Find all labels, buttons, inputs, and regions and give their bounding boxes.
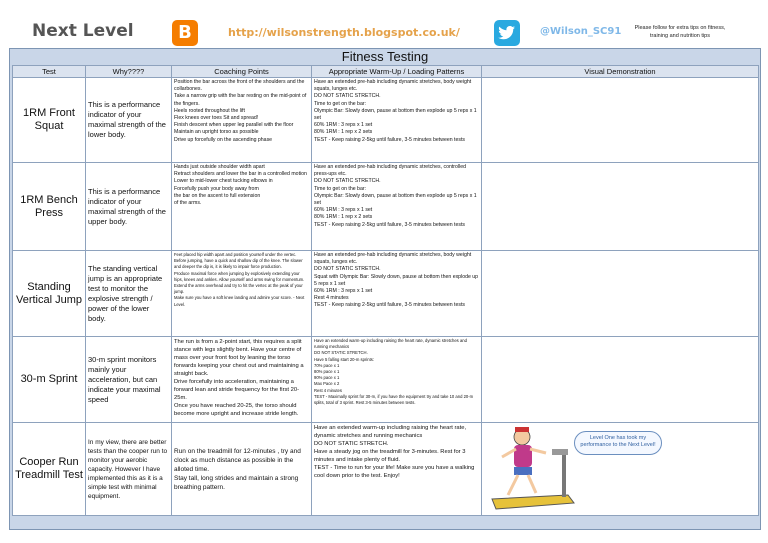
follow-note: Please follow for extra tips on fitness, training and nutrition tips	[634, 25, 726, 39]
warmup-pattern: Have an extended pre-hab including dynamic stretches, body weight squats, lunges etc. DO NOT STATIC STRETCH. Time to get on the bar: Olympic Bar: Slowly down, pause at bottom then explode up 5 reps x 1 set 60% 1RM : 3 reps x 1 set 80% 1RM : 1 rep x 2 sets TEST - Keep raising 2-5kg until failure, 3-5 minutes between tests	[312, 78, 482, 163]
table-row	[13, 423, 759, 516]
coaching-points: The run is from a 2-point start, this requires a split stance with legs slightly bent. Have your centre of mass over your front foot by leaning the torso forwards keeping your chest out and maintaining a straight back. Drive forcefully into acceleration, maintaining a forward lean and stride frequency for the first 20-25m. Once you have reached 20-25, the torso should become more upright and increase stride length.	[172, 337, 312, 423]
coaching-points: Hands just outside shoulder width apart Retract shoulders and lower the bar in a controlled motion Lower to mid-lower chest tucking elbows in Forcefully push your body away from the bar on the ascent to full extension of the arms.	[172, 163, 312, 251]
visual-demonstration	[482, 251, 759, 337]
visual-demonstration	[482, 337, 759, 423]
warmup-pattern: Have an extended pre-hab including dynamic stretches, body weight squats, lunges etc. DO NOT STATIC STRETCH. Squat with Olympic Bar: Slowly down, pause at bottom then explode up 5 reps x 1 set 60% 1RM : 3 reps x 1 set Rest 4 minutes TEST - Keep raising 2-5kg until failure, 3-5 minutes between tests	[312, 251, 482, 337]
header-row	[13, 66, 759, 78]
col-header-demo: Visual Demonstration	[482, 66, 759, 78]
header	[0, 0, 768, 48]
coaching-points: Run on the treadmill for 12-minutes , try and clock as much distance as possible in the alloted time. Stay tall, long strides and maintain a strong breathing pattern.	[172, 423, 312, 516]
why-text: In my view, there are better tests than the cooper run to monitor your aerobic capacity. However I have implemented this as it is a simple test with minimal equipment.	[86, 423, 172, 516]
test-name: Standing Vertical Jump	[13, 251, 86, 337]
twitter-bird-icon[interactable]	[494, 20, 520, 46]
fitness-table	[12, 65, 759, 516]
test-name: 1RM Bench Press	[13, 163, 86, 251]
test-name: 1RM Front Squat	[13, 78, 86, 163]
test-name: 30-m Sprint	[13, 337, 86, 423]
blogger-icon[interactable]: B	[172, 20, 198, 46]
visual-demonstration	[482, 423, 759, 516]
table-row	[13, 163, 759, 251]
treadmill-runner-icon	[482, 423, 582, 513]
warmup-pattern: Have an extended warm-up including raising the heart rate, dynamic stretches and running mechanics DO NOT STATIC STRETCH. Have a steady jog on the treadmill for 3-minutes. Rest for 3 minutes and intake plenty of fluid. TEST - Time to run for your life! Make sure you have a walking cool down prior to the test. Enjoy!	[312, 423, 482, 516]
speech-bubble: Level One has took my performance to the Next Level!	[574, 431, 662, 455]
sheet-title: Fitness Testing	[341, 49, 429, 64]
col-header-test: Test	[13, 66, 86, 78]
visual-demonstration	[482, 163, 759, 251]
col-header-why: Why????	[86, 66, 172, 78]
why-text: This is a performance indicator of your maximal strength of the lower body.	[86, 78, 172, 163]
col-header-coaching: Coaching Points	[172, 66, 312, 78]
visual-demonstration	[482, 78, 759, 163]
why-text: The standing vertical jump is an appropriate test to monitor the explosive strength / power of the lower body.	[86, 251, 172, 337]
coaching-points: Feet placed hip width apart and position yourself under the vertec. Before jumping, have a quick and shallow dip of the knee. The slower and deeper the dip is, it is likely to impair force production. Produce maximal force when jumping by explosively extending your hips, knees and ankles. Allow yourself and arms swing for momentum. Extend the arms overhead and try to hit the vertec at the peak of your jump. Make sure you have a soft knee landing and admire your score. - Next Level.	[172, 251, 312, 337]
twitter-handle[interactable]: @Wilson_SC91	[540, 26, 622, 37]
why-text: This is a performance indicator of your maximal strength of the upper body.	[86, 163, 172, 251]
col-header-warmup: Appropriate Warm-Up / Loading Patterns	[312, 66, 482, 78]
table-row	[13, 337, 759, 423]
warmup-pattern: Have an extended warm-up including raising the heart rate, dynamic stretches and running mechanics DO NOT STATIC STRETCH. Have 5 falling start 20-m sprints: 70% pace x 1 80% pace x 1 90% pace x 1 Max Pace x 2 Rest 4 minutes TEST - Maximally sprint for 30-m, if you have the equipment try and take 10 and 20-m splits, total of 3 sprint. Rest 3-5 minutes between tests.	[312, 337, 482, 423]
table-row	[13, 251, 759, 337]
fitness-sheet	[9, 48, 761, 530]
test-name: Cooper Run Treadmill Test	[13, 423, 86, 516]
brand-title: Next Level	[32, 21, 134, 41]
blog-link[interactable]: http://wilsonstrength.blogspot.co.uk/	[228, 26, 460, 39]
warmup-pattern: Have an extended pre-hab including dynamic stretches, controlled press-ups etc. DO NOT STATIC STRETCH. Time to get on the bar: Olympic Bar: Slowly down, pause at bottom then explode up 5 reps x 1 set 60% 1RM : 3 reps x 1 set 80% 1RM : 1 rep x 2 sets TEST - Keep raising 2-5kg until failure, 3-5 minutes between tests	[312, 163, 482, 251]
table-row	[13, 78, 759, 163]
why-text: 30-m sprint monitors mainly your acceleration, but can indicate your maximal speed	[86, 337, 172, 423]
cooper-cartoon	[482, 423, 759, 515]
coaching-points: Position the bar across the front of the shoulders and the collarbones. Take a narrow grip with the bar resting on the mid-point of the fingers. Heels rooted throughout the lift Flex knees over toes Sit and spread! Finish descent when upper leg parallel with the floor Maintain an upright torso as possible Drive up forcefully on the ascending phase	[172, 78, 312, 163]
